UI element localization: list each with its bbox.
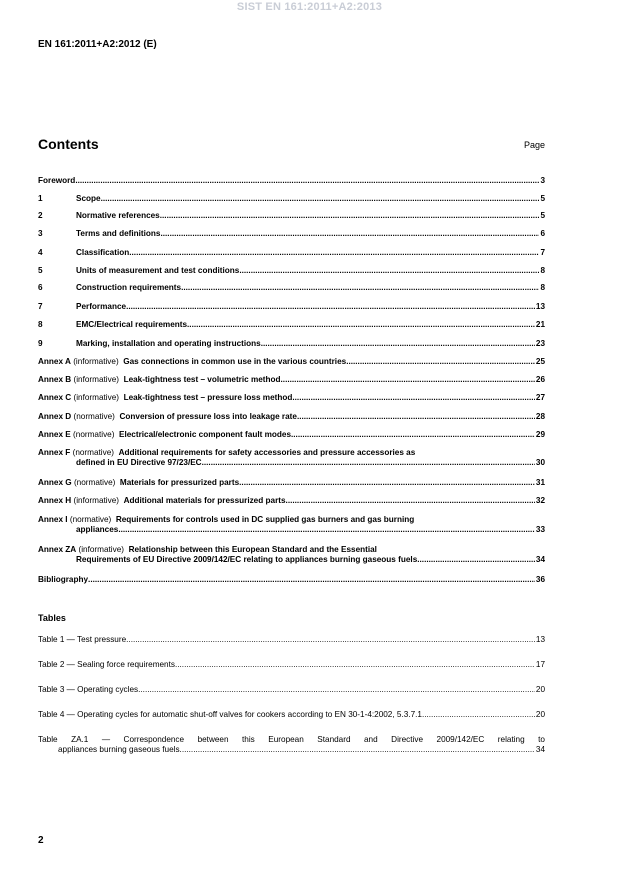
table-list-title: Table 4 — Operating cycles for automatic shut-off valves for cookers according to EN 30-1-4:2002, 5.3.7.1. [38, 710, 425, 719]
document-id: EN 161:2011+A2:2012 (E) [38, 39, 157, 50]
table-list-page: 20 [535, 685, 545, 694]
toc-entry-number: 3 [38, 229, 43, 238]
toc-entry-number: 4 [38, 248, 43, 257]
toc-entry-number: 8 [38, 320, 43, 329]
annex-page: 34 [535, 555, 545, 564]
toc-entry-foreword[interactable] [38, 176, 545, 186]
annex-page: 25 [535, 357, 545, 366]
annex-page: 30 [535, 458, 545, 467]
table-list-page: 13 [535, 635, 545, 644]
annex-page: 29 [535, 430, 545, 439]
table-list-page: 34 [535, 745, 545, 754]
annex-title-continued: appliances [76, 525, 119, 534]
toc-entry-title: Performance [76, 302, 127, 311]
table-list-title: Table 2 — Sealing force requirements [38, 660, 175, 669]
toc-entry-7[interactable] [38, 302, 545, 312]
toc-annex-f[interactable] [38, 448, 545, 468]
table-list-title: Table 1 — Test pressure [38, 635, 127, 644]
annex-label: Annex ZA [38, 545, 77, 554]
toc-entry-page: 21 [535, 320, 545, 329]
annex-page: 32 [535, 496, 545, 505]
toc-annex-b[interactable] [38, 375, 545, 385]
annex-label: Annex F [38, 448, 71, 457]
annex-label: Annex D [38, 412, 72, 421]
toc-annex-h[interactable] [38, 496, 545, 506]
toc-annex-i[interactable] [38, 515, 545, 535]
table-list-title: Table ZA.1 — Correspondence between this European Standard and Directive 2009/142/EC relating to [38, 735, 545, 744]
table-list-page: 17 [535, 660, 545, 669]
annex-page: 33 [535, 525, 545, 534]
annex-title: Additional materials for pressurized parts [123, 496, 286, 505]
toc-entry-number: 7 [38, 302, 43, 311]
toc-entry-9[interactable] [38, 339, 545, 349]
toc-entry-number: 2 [38, 211, 43, 220]
toc-annex-za[interactable] [38, 545, 545, 565]
toc-entry-page: 5 [540, 194, 545, 203]
table-list-title-continued: appliances burning gaseous fuels [58, 745, 180, 754]
annex-type: (informative) [73, 393, 119, 402]
annex-page: 26 [535, 375, 545, 384]
toc-entry-title: Normative references [76, 211, 160, 220]
toc-entry-3[interactable] [38, 229, 545, 239]
toc-entry-page: 8 [540, 283, 545, 292]
contents-title: Contents [38, 136, 99, 152]
annex-label: Annex E [38, 430, 71, 439]
toc-annex-d[interactable] [38, 412, 545, 422]
table-list-item[interactable] [38, 710, 545, 720]
toc-annex-a[interactable] [38, 357, 545, 367]
toc-entry-title: Marking, installation and operating instructions [76, 339, 261, 348]
annex-label: Annex G [38, 478, 72, 487]
toc-entry-page: 5 [540, 211, 545, 220]
annex-title: Gas connections in common use in the various countries [123, 357, 347, 366]
annex-page: 28 [535, 412, 545, 421]
toc-entry-5[interactable] [38, 266, 545, 276]
toc-entry-number: 9 [38, 339, 43, 348]
watermark: SIST EN 161:2011+A2:2013 [236, 1, 383, 13]
annex-title: Relationship between this European Standard and the Essential [128, 545, 377, 554]
toc-entry-6[interactable] [38, 283, 545, 293]
toc-entry-4[interactable] [38, 248, 545, 258]
toc-entry-title: EMC/Electrical requirements [76, 320, 188, 329]
annex-title: Conversion of pressure loss into leakage rate [119, 412, 297, 421]
table-list-item[interactable] [38, 635, 545, 645]
annex-title: Leak-tightness test – pressure loss method [123, 393, 293, 402]
annex-title-continued: defined in EU Directive 97/23/EC [76, 458, 202, 467]
toc-entry-number: 6 [38, 283, 43, 292]
toc-entry-number: 1 [38, 194, 43, 203]
toc-entry-2[interactable] [38, 211, 545, 221]
toc-annex-g[interactable] [38, 478, 545, 488]
table-list-page: 20 [535, 710, 545, 719]
toc-annex-c[interactable] [38, 393, 545, 403]
annex-type: (normative) [73, 430, 115, 439]
toc-entry-page: 13 [535, 302, 545, 311]
annex-type: (informative) [73, 375, 119, 384]
toc-entry-1[interactable] [38, 194, 545, 204]
table-list-title: Table 3 — Operating cycles [38, 685, 139, 694]
annex-page: 27 [535, 393, 545, 402]
toc-entry-title: Units of measurement and test conditions [76, 266, 240, 275]
annex-label: Annex B [38, 375, 72, 384]
annex-label: Annex I [38, 515, 68, 524]
page-column-label: Page [523, 140, 545, 150]
toc-entry-page: 36 [535, 575, 545, 584]
table-list-item[interactable] [38, 660, 545, 670]
table-list-item[interactable] [38, 735, 545, 755]
annex-type: (normative) [72, 448, 114, 457]
annex-title-continued: Requirements of EU Directive 2009/142/EC relating to appliances burning gaseous fuels [76, 555, 418, 564]
toc-entry-page: 23 [535, 339, 545, 348]
toc-entry-number: 5 [38, 266, 43, 275]
annex-type: (informative) [73, 496, 119, 505]
toc-entry-page: 3 [540, 176, 545, 185]
annex-type: (informative) [73, 357, 119, 366]
annex-label: Annex H [38, 496, 72, 505]
annex-page: 31 [535, 478, 545, 487]
annex-title: Requirements for controls used in DC supplied gas burners and gas burning [115, 515, 415, 524]
annex-label: Annex A [38, 357, 71, 366]
toc-annex-e[interactable] [38, 430, 545, 440]
annex-type: (informative) [78, 545, 124, 554]
toc-entry-8[interactable] [38, 320, 545, 330]
toc-entry-title: Bibliography [38, 575, 89, 584]
annex-title: Electrical/electronic component fault modes [119, 430, 291, 439]
toc-entry-title: Construction requirements [76, 283, 182, 292]
annex-type: (normative) [69, 515, 112, 524]
annex-type: (normative) [73, 478, 116, 487]
toc-entry-title: Terms and definitions [76, 229, 161, 238]
toc-entry-title: Classification [76, 248, 130, 257]
tables-heading: Tables [38, 613, 66, 623]
toc-entry-title: Foreword [38, 176, 76, 185]
toc-entry-bibliography[interactable] [38, 575, 545, 585]
toc-entry-page: 7 [540, 248, 545, 257]
page-number: 2 [38, 835, 44, 846]
toc-entry-page: 8 [540, 266, 545, 275]
annex-label: Annex C [38, 393, 72, 402]
annex-title: Leak-tightness test – volumetric method [123, 375, 281, 384]
toc-entry-page: 6 [540, 229, 545, 238]
table-list-item[interactable] [38, 685, 545, 695]
annex-type: (normative) [73, 412, 115, 421]
annex-title: Materials for pressurized parts [119, 478, 240, 487]
toc-entry-title: Scope [76, 194, 101, 203]
annex-title: Additional requirements for safety accessories and pressure accessories as [118, 448, 416, 457]
